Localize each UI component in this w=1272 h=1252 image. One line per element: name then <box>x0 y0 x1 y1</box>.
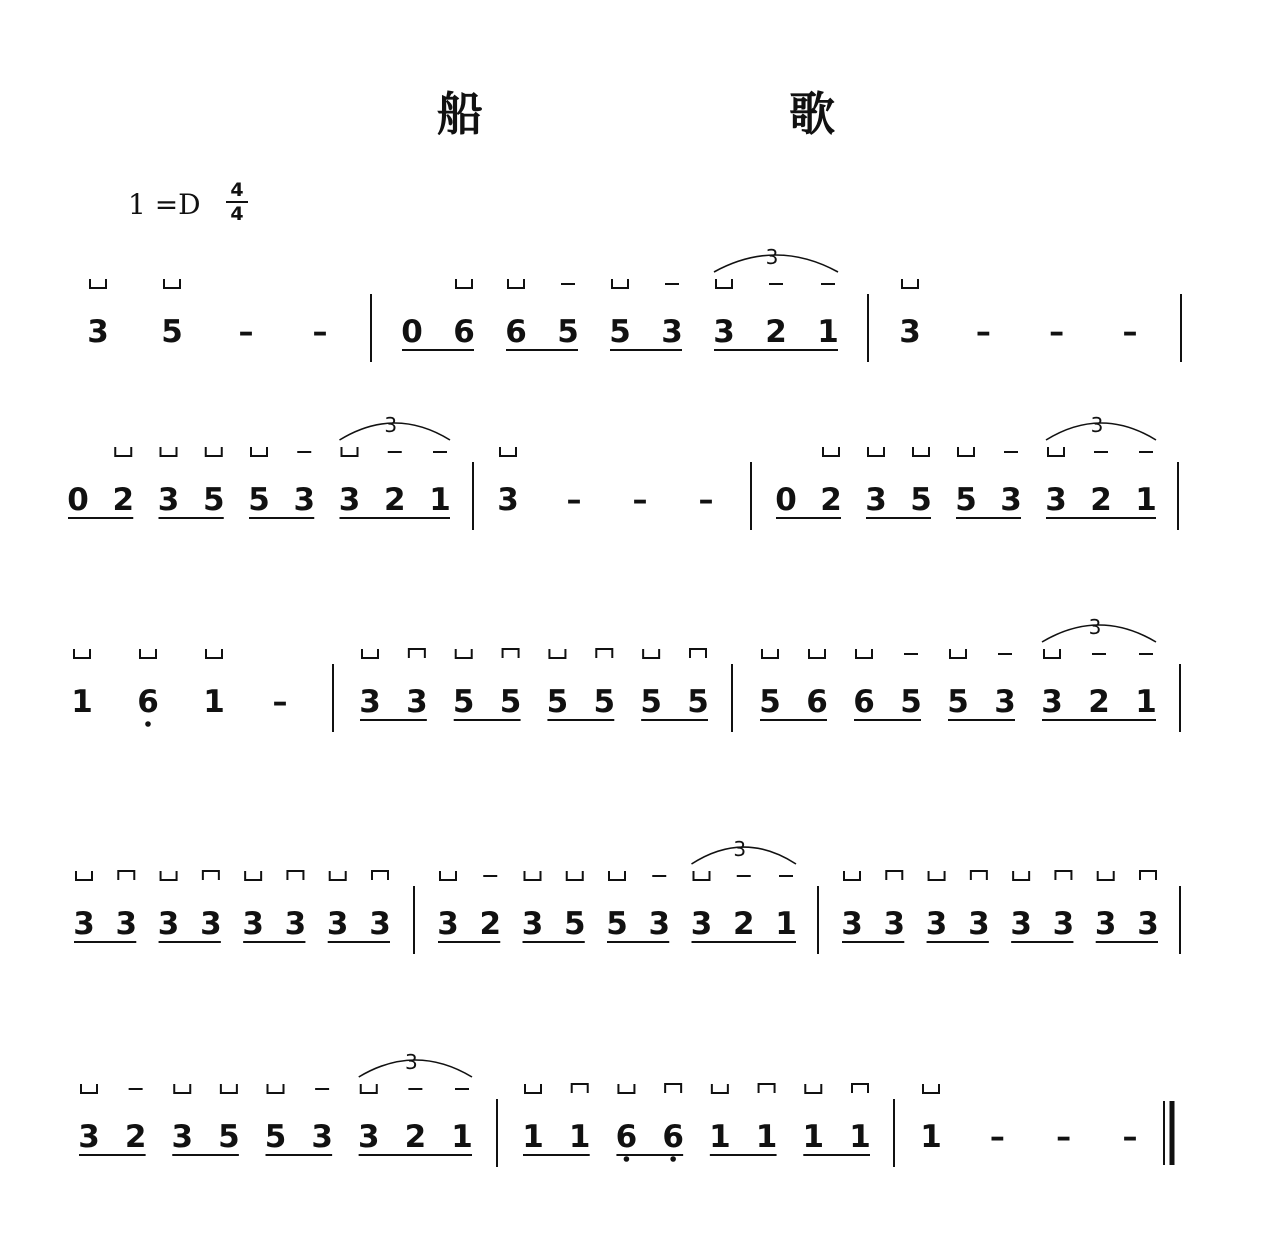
down-bow-mark <box>268 1084 284 1093</box>
note-digit: 3 <box>497 482 519 518</box>
note-digit: 6 <box>137 684 159 720</box>
down-bow-mark <box>221 1084 237 1093</box>
note-digit: 6 <box>806 684 828 720</box>
up-bow-mark <box>372 871 388 880</box>
note-digit: 1 <box>802 1119 825 1155</box>
note-digit: 2 <box>1090 482 1112 518</box>
note-digit: 0 <box>67 482 89 518</box>
note-digit: 3 <box>1137 906 1159 942</box>
down-bow-mark <box>361 1084 377 1093</box>
extension-dash: – <box>1122 315 1138 350</box>
note-digit: 1 <box>775 906 797 942</box>
up-bow-mark <box>409 649 425 658</box>
down-bow-mark <box>456 279 472 288</box>
down-bow-mark <box>500 447 516 456</box>
note-digit: 3 <box>841 906 863 942</box>
note-digit: 1 <box>755 1119 778 1155</box>
note-digit: 5 <box>218 1119 240 1155</box>
note-digit: 2 <box>765 314 787 350</box>
note-digit: 1 <box>1135 684 1157 720</box>
down-bow-mark <box>809 649 825 658</box>
note-digit: 3 <box>437 906 459 942</box>
note-digit: 1 <box>568 1119 591 1155</box>
down-bow-mark <box>805 1084 821 1093</box>
note-digit: 5 <box>264 1119 287 1155</box>
note-digit: 5 <box>687 684 709 720</box>
down-bow-mark <box>712 1084 728 1093</box>
note-digit: 2 <box>479 906 502 942</box>
note-digit: 1 <box>817 314 839 350</box>
note-digit: 1 <box>709 1119 731 1155</box>
down-bow-mark <box>1013 871 1029 880</box>
down-bow-mark <box>525 871 541 880</box>
up-bow-mark <box>665 1084 681 1093</box>
note-digit: 2 <box>1088 684 1110 720</box>
triplet-number: 3 <box>405 1050 418 1074</box>
note-digit: 3 <box>338 482 361 518</box>
up-bow-mark <box>596 649 612 658</box>
up-bow-mark <box>503 649 519 658</box>
down-bow-mark <box>440 871 456 880</box>
triplet-number: 3 <box>1090 413 1104 437</box>
page-title: 船 歌 <box>437 87 965 141</box>
note-digit: 3 <box>713 314 735 350</box>
down-bow-mark <box>456 649 472 658</box>
down-bow-mark <box>643 649 659 658</box>
down-bow-mark <box>1048 447 1064 456</box>
up-bow-mark <box>971 871 987 880</box>
note-digit: 3 <box>1094 906 1117 942</box>
down-bow-mark <box>716 279 732 288</box>
note-digit: 3 <box>690 906 713 942</box>
note-digit: 2 <box>124 1119 147 1155</box>
note-digit: 5 <box>955 482 977 518</box>
triplet-number: 3 <box>733 837 747 861</box>
down-bow-mark <box>567 871 583 880</box>
note-digit: 5 <box>557 314 579 350</box>
down-bow-mark <box>74 649 90 658</box>
up-bow-mark <box>852 1084 868 1093</box>
note-digit: 3 <box>994 684 1016 720</box>
extension-dash: – <box>989 1120 1005 1155</box>
note-digit: 3 <box>78 1119 100 1155</box>
triplet-number: 3 <box>384 413 398 437</box>
note-digit: 1 <box>203 684 225 720</box>
down-bow-mark <box>164 279 180 288</box>
note-digit: 1 <box>522 1119 544 1155</box>
down-bow-mark <box>362 649 378 658</box>
note-digit: 3 <box>883 906 906 942</box>
note-digit: 5 <box>759 684 781 720</box>
up-bow-mark <box>572 1084 588 1093</box>
note-digit: 2 <box>820 482 842 518</box>
note-digit: 3 <box>521 906 544 942</box>
time-signature-top: 4 <box>230 179 244 201</box>
note-digit: 5 <box>452 684 475 720</box>
note-digit: 3 <box>115 906 138 942</box>
low-octave-dot <box>670 1156 676 1162</box>
down-bow-mark <box>115 447 131 456</box>
time-signature-bottom: 4 <box>230 203 244 225</box>
extension-dash: – <box>1056 1120 1072 1155</box>
down-bow-mark <box>206 649 222 658</box>
down-bow-mark <box>762 649 778 658</box>
extension-dash: – <box>1049 315 1065 350</box>
up-bow-mark <box>203 871 219 880</box>
down-bow-mark <box>694 871 710 880</box>
note-digit: 1 <box>429 482 451 518</box>
down-bow-mark <box>856 649 872 658</box>
note-digit: 3 <box>1010 906 1032 942</box>
down-bow-mark <box>81 1084 97 1093</box>
extension-dash: – <box>272 685 288 720</box>
note-digit: 6 <box>662 1119 684 1155</box>
note-digit: 3 <box>899 314 921 350</box>
down-bow-mark <box>609 871 625 880</box>
note-digit: 5 <box>563 906 586 942</box>
note-digit: 1 <box>920 1119 942 1155</box>
triplet-number: 3 <box>765 245 779 269</box>
down-bow-mark <box>913 447 929 456</box>
up-bow-mark <box>1140 871 1156 880</box>
note-digit: 3 <box>157 906 180 942</box>
extension-dash: – <box>1122 1120 1138 1155</box>
down-bow-mark <box>929 871 945 880</box>
note-digit: 2 <box>732 906 755 942</box>
down-bow-mark <box>612 279 628 288</box>
down-bow-mark <box>618 1084 634 1093</box>
note-digit: 3 <box>311 1119 333 1155</box>
down-bow-mark <box>868 447 884 456</box>
down-bow-mark <box>923 1084 939 1093</box>
note-digit: 3 <box>1000 482 1022 518</box>
note-digit: 0 <box>775 482 797 518</box>
down-bow-mark <box>508 279 524 288</box>
note-digit: 0 <box>401 314 423 350</box>
note-digit: 5 <box>609 314 631 350</box>
note-digit: 5 <box>593 684 616 720</box>
key-signature: 1 =D <box>128 188 201 221</box>
down-bow-mark <box>844 871 860 880</box>
extension-dash: – <box>566 483 582 518</box>
down-bow-mark <box>549 649 565 658</box>
note-digit: 3 <box>925 906 948 942</box>
note-digit: 5 <box>910 482 932 518</box>
note-digit: 3 <box>865 482 887 518</box>
note-digit: 3 <box>242 906 264 942</box>
note-digit: 3 <box>661 314 683 350</box>
up-bow-mark <box>886 871 902 880</box>
note-digit: 5 <box>546 684 569 720</box>
note-digit: 5 <box>499 684 522 720</box>
note-digit: 3 <box>73 906 95 942</box>
up-bow-mark <box>759 1084 775 1093</box>
down-bow-mark <box>76 871 92 880</box>
note-digit: 6 <box>615 1119 638 1155</box>
note-digit: 3 <box>648 906 671 942</box>
note-digit: 6 <box>853 684 875 720</box>
note-digit: 3 <box>359 684 381 720</box>
down-bow-mark <box>958 447 974 456</box>
note-digit: 3 <box>357 1119 380 1155</box>
note-digit: 3 <box>1041 684 1063 720</box>
note-digit: 3 <box>293 482 316 518</box>
low-octave-dot <box>145 721 151 727</box>
down-bow-mark <box>902 279 918 288</box>
down-bow-mark <box>90 279 106 288</box>
down-bow-mark <box>140 649 156 658</box>
note-digit: 5 <box>900 684 922 720</box>
note-digit: 3 <box>369 906 391 942</box>
note-digit: 1 <box>849 1119 871 1155</box>
note-digit: 3 <box>171 1119 194 1155</box>
down-bow-mark <box>950 649 966 658</box>
note-digit: 2 <box>112 482 135 518</box>
note-digit: 1 <box>1135 482 1157 518</box>
note-digit: 3 <box>200 906 222 942</box>
down-bow-mark <box>525 1084 541 1093</box>
up-bow-mark <box>118 871 134 880</box>
note-digit: 5 <box>640 684 662 720</box>
down-bow-mark <box>823 447 839 456</box>
extension-dash: – <box>632 483 648 518</box>
note-digit: 3 <box>968 906 990 942</box>
note-digit: 5 <box>202 482 225 518</box>
extension-dash: – <box>238 315 254 350</box>
down-bow-mark <box>1098 871 1114 880</box>
note-digit: 5 <box>947 684 969 720</box>
note-digit: 6 <box>505 314 527 350</box>
note-digit: 5 <box>606 906 628 942</box>
extension-dash: – <box>975 315 991 350</box>
note-digit: 1 <box>71 684 93 720</box>
note-digit: 3 <box>284 906 307 942</box>
note-digit: 3 <box>406 684 428 720</box>
extension-dash: – <box>312 315 328 350</box>
note-digit: 5 <box>248 482 270 518</box>
down-bow-mark <box>161 447 177 456</box>
note-digit: 2 <box>383 482 406 518</box>
down-bow-mark <box>251 447 267 456</box>
note-digit: 1 <box>451 1119 473 1155</box>
down-bow-mark <box>342 447 358 456</box>
note-digit: 6 <box>453 314 475 350</box>
extension-dash: – <box>698 483 714 518</box>
note-digit: 3 <box>1045 482 1067 518</box>
down-bow-mark <box>206 447 222 456</box>
note-digit: 3 <box>1052 906 1075 942</box>
note-digit: 5 <box>161 314 183 350</box>
up-bow-mark <box>690 649 706 658</box>
note-digit: 3 <box>326 906 349 942</box>
note-digit: 3 <box>87 314 109 350</box>
note-digit: 3 <box>157 482 180 518</box>
down-bow-mark <box>330 871 346 880</box>
down-bow-mark <box>1044 649 1060 658</box>
note-digit: 2 <box>404 1119 427 1155</box>
triplet-number: 3 <box>1088 615 1102 639</box>
down-bow-mark <box>174 1084 190 1093</box>
low-octave-dot <box>624 1156 630 1162</box>
up-bow-mark <box>1055 871 1071 880</box>
up-bow-mark <box>287 871 303 880</box>
down-bow-mark <box>245 871 261 880</box>
down-bow-mark <box>161 871 177 880</box>
